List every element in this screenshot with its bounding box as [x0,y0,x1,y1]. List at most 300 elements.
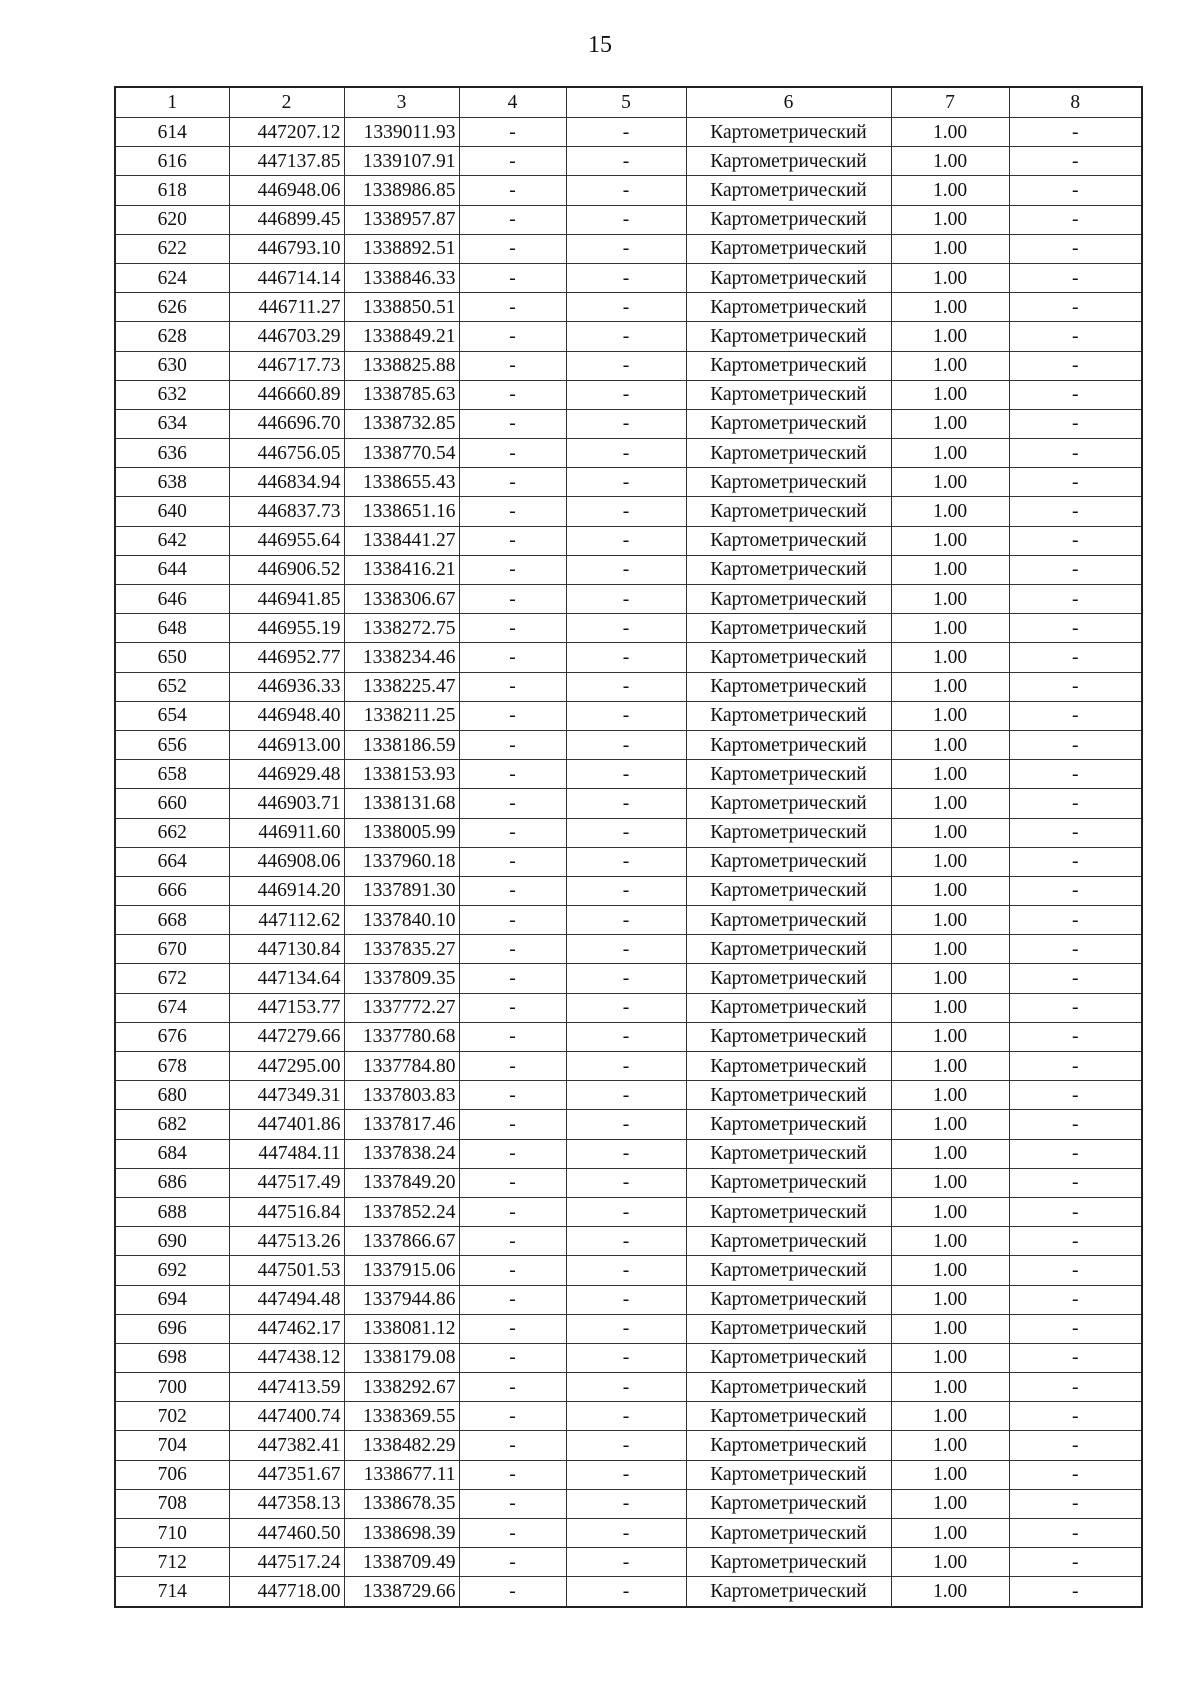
point-number-cell: 714 [115,1577,229,1607]
col4-cell: - [459,205,566,234]
point-number-cell: 620 [115,205,229,234]
col4-cell: - [459,1022,566,1051]
table-row [115,1489,1142,1518]
table-row [115,847,1142,876]
col5-cell: - [566,643,686,672]
col5-cell: - [566,1489,686,1518]
y-coordinate-cell: 1338153.93 [344,760,459,789]
y-coordinate-cell: 1338825.88 [344,351,459,380]
col4-cell: - [459,555,566,584]
column-header: 7 [891,87,1009,118]
col8-cell: - [1009,380,1142,409]
table-row [115,1373,1142,1402]
table-row [115,1110,1142,1139]
y-coordinate-cell: 1338081.12 [344,1314,459,1343]
point-number-cell: 638 [115,468,229,497]
x-coordinate-cell: 447134.64 [229,964,344,993]
col8-cell: - [1009,293,1142,322]
table-row [115,468,1142,497]
method-cell: Картометрический [686,818,891,847]
col4-cell: - [459,1227,566,1256]
col8-cell: - [1009,1081,1142,1110]
x-coordinate-cell: 446911.60 [229,818,344,847]
col5-cell: - [566,1314,686,1343]
table-row [115,1168,1142,1197]
y-coordinate-cell: 1338850.51 [344,293,459,322]
accuracy-cell: 1.00 [891,1022,1009,1051]
method-cell: Картометрический [686,614,891,643]
x-coordinate-cell: 446837.73 [229,497,344,526]
x-coordinate-cell: 447358.13 [229,1489,344,1518]
accuracy-cell: 1.00 [891,322,1009,351]
table-row [115,643,1142,672]
accuracy-cell: 1.00 [891,1256,1009,1285]
method-cell: Картометрический [686,1081,891,1110]
accuracy-cell: 1.00 [891,935,1009,964]
accuracy-cell: 1.00 [891,1168,1009,1197]
x-coordinate-cell: 446696.70 [229,409,344,438]
col5-cell: - [566,1227,686,1256]
col8-cell: - [1009,439,1142,468]
col5-cell: - [566,380,686,409]
method-cell: Картометрический [686,555,891,584]
col5-cell: - [566,1197,686,1226]
col4-cell: - [459,1548,566,1577]
table-row [115,1285,1142,1314]
x-coordinate-cell: 447718.00 [229,1577,344,1607]
point-number-cell: 630 [115,351,229,380]
table-row [115,234,1142,263]
col5-cell: - [566,672,686,701]
accuracy-cell: 1.00 [891,1577,1009,1607]
x-coordinate-cell: 446948.06 [229,176,344,205]
table-row [115,730,1142,759]
accuracy-cell: 1.00 [891,1285,1009,1314]
point-number-cell: 696 [115,1314,229,1343]
col4-cell: - [459,468,566,497]
point-number-cell: 658 [115,760,229,789]
x-coordinate-cell: 447401.86 [229,1110,344,1139]
accuracy-cell: 1.00 [891,468,1009,497]
col8-cell: - [1009,1168,1142,1197]
method-cell: Картометрический [686,147,891,176]
accuracy-cell: 1.00 [891,585,1009,614]
col8-cell: - [1009,497,1142,526]
col8-cell: - [1009,818,1142,847]
table-row [115,439,1142,468]
col5-cell: - [566,263,686,292]
col8-cell: - [1009,1489,1142,1518]
x-coordinate-cell: 446834.94 [229,468,344,497]
x-coordinate-cell: 446955.19 [229,614,344,643]
col4-cell: - [459,585,566,614]
accuracy-cell: 1.00 [891,1402,1009,1431]
point-number-cell: 682 [115,1110,229,1139]
col4-cell: - [459,351,566,380]
table-row [115,876,1142,905]
table-row [115,1227,1142,1256]
point-number-cell: 686 [115,1168,229,1197]
page-number: 15 [588,32,612,58]
point-number-cell: 698 [115,1343,229,1372]
col5-cell: - [566,614,686,643]
accuracy-cell: 1.00 [891,293,1009,322]
y-coordinate-cell: 1338234.46 [344,643,459,672]
y-coordinate-cell: 1338957.87 [344,205,459,234]
col8-cell: - [1009,351,1142,380]
y-coordinate-cell: 1338651.16 [344,497,459,526]
col5-cell: - [566,1081,686,1110]
y-coordinate-cell: 1338698.39 [344,1519,459,1548]
method-cell: Картометрический [686,935,891,964]
table-row [115,118,1142,147]
method-cell: Картометрический [686,1285,891,1314]
point-number-cell: 650 [115,643,229,672]
accuracy-cell: 1.00 [891,1052,1009,1081]
method-cell: Картометрический [686,322,891,351]
method-cell: Картометрический [686,1373,891,1402]
method-cell: Картометрический [686,1548,891,1577]
col5-cell: - [566,293,686,322]
col5-cell: - [566,935,686,964]
col4-cell: - [459,1519,566,1548]
table-row [115,701,1142,730]
col5-cell: - [566,1052,686,1081]
point-number-cell: 634 [115,409,229,438]
method-cell: Картометрический [686,993,891,1022]
x-coordinate-cell: 447501.53 [229,1256,344,1285]
table-row [115,993,1142,1022]
table-row [115,176,1142,205]
point-number-cell: 664 [115,847,229,876]
col8-cell: - [1009,468,1142,497]
col4-cell: - [459,1256,566,1285]
col5-cell: - [566,701,686,730]
accuracy-cell: 1.00 [891,147,1009,176]
table-row [115,409,1142,438]
col8-cell: - [1009,1431,1142,1460]
col5-cell: - [566,1577,686,1607]
point-number-cell: 680 [115,1081,229,1110]
col5-cell: - [566,1139,686,1168]
y-coordinate-cell: 1338986.85 [344,176,459,205]
col8-cell: - [1009,1197,1142,1226]
col8-cell: - [1009,643,1142,672]
col5-cell: - [566,118,686,147]
accuracy-cell: 1.00 [891,409,1009,438]
y-coordinate-cell: 1338709.49 [344,1548,459,1577]
point-number-cell: 654 [115,701,229,730]
col8-cell: - [1009,1460,1142,1489]
point-number-cell: 648 [115,614,229,643]
col4-cell: - [459,614,566,643]
method-cell: Картометрический [686,1577,891,1607]
table-row [115,147,1142,176]
x-coordinate-cell: 446703.29 [229,322,344,351]
accuracy-cell: 1.00 [891,614,1009,643]
col8-cell: - [1009,760,1142,789]
col4-cell: - [459,118,566,147]
accuracy-cell: 1.00 [891,964,1009,993]
x-coordinate-cell: 446936.33 [229,672,344,701]
accuracy-cell: 1.00 [891,176,1009,205]
point-number-cell: 632 [115,380,229,409]
x-coordinate-cell: 447460.50 [229,1519,344,1548]
point-number-cell: 624 [115,263,229,292]
col8-cell: - [1009,1548,1142,1577]
col4-cell: - [459,964,566,993]
x-coordinate-cell: 447137.85 [229,147,344,176]
y-coordinate-cell: 1338677.11 [344,1460,459,1489]
column-header: 5 [566,87,686,118]
x-coordinate-cell: 446660.89 [229,380,344,409]
col8-cell: - [1009,1519,1142,1548]
table-row [115,526,1142,555]
x-coordinate-cell: 446899.45 [229,205,344,234]
method-cell: Картометрический [686,380,891,409]
accuracy-cell: 1.00 [891,351,1009,380]
col5-cell: - [566,205,686,234]
x-coordinate-cell: 447494.48 [229,1285,344,1314]
point-number-cell: 676 [115,1022,229,1051]
table-row [115,1022,1142,1051]
col8-cell: - [1009,1373,1142,1402]
table-row [115,205,1142,234]
table-row [115,1197,1142,1226]
table-row [115,585,1142,614]
method-cell: Картометрический [686,1402,891,1431]
col4-cell: - [459,293,566,322]
col8-cell: - [1009,730,1142,759]
method-cell: Картометрический [686,730,891,759]
point-number-cell: 656 [115,730,229,759]
col5-cell: - [566,760,686,789]
method-cell: Картометрический [686,643,891,672]
point-number-cell: 618 [115,176,229,205]
x-coordinate-cell: 446948.40 [229,701,344,730]
col4-cell: - [459,847,566,876]
y-coordinate-cell: 1337784.80 [344,1052,459,1081]
method-cell: Картометрический [686,1460,891,1489]
point-number-cell: 660 [115,789,229,818]
x-coordinate-cell: 446906.52 [229,555,344,584]
y-coordinate-cell: 1338211.25 [344,701,459,730]
method-cell: Картометрический [686,876,891,905]
col4-cell: - [459,263,566,292]
x-coordinate-cell: 446793.10 [229,234,344,263]
col4-cell: - [459,672,566,701]
method-cell: Картометрический [686,293,891,322]
method-cell: Картометрический [686,701,891,730]
point-number-cell: 712 [115,1548,229,1577]
table-header-row [115,87,1142,118]
table-row [115,380,1142,409]
col8-cell: - [1009,1343,1142,1372]
col5-cell: - [566,1022,686,1051]
col4-cell: - [459,906,566,935]
y-coordinate-cell: 1338225.47 [344,672,459,701]
col8-cell: - [1009,935,1142,964]
method-cell: Картометрический [686,1431,891,1460]
y-coordinate-cell: 1338482.29 [344,1431,459,1460]
table-row [115,906,1142,935]
col8-cell: - [1009,1022,1142,1051]
x-coordinate-cell: 447351.67 [229,1460,344,1489]
y-coordinate-cell: 1338655.43 [344,468,459,497]
col4-cell: - [459,1460,566,1489]
table-row [115,1548,1142,1577]
accuracy-cell: 1.00 [891,380,1009,409]
table-row [115,1139,1142,1168]
col4-cell: - [459,935,566,964]
col5-cell: - [566,847,686,876]
col5-cell: - [566,1343,686,1372]
col8-cell: - [1009,876,1142,905]
col8-cell: - [1009,118,1142,147]
accuracy-cell: 1.00 [891,818,1009,847]
table-row [115,818,1142,847]
method-cell: Картометрический [686,1139,891,1168]
method-cell: Картометрический [686,118,891,147]
col5-cell: - [566,876,686,905]
col5-cell: - [566,964,686,993]
accuracy-cell: 1.00 [891,1373,1009,1402]
col4-cell: - [459,1489,566,1518]
col8-cell: - [1009,205,1142,234]
y-coordinate-cell: 1337840.10 [344,906,459,935]
col4-cell: - [459,1197,566,1226]
table-row [115,760,1142,789]
point-number-cell: 668 [115,906,229,935]
point-number-cell: 670 [115,935,229,964]
point-number-cell: 710 [115,1519,229,1548]
col5-cell: - [566,818,686,847]
point-number-cell: 704 [115,1431,229,1460]
accuracy-cell: 1.00 [891,497,1009,526]
method-cell: Картометрический [686,1168,891,1197]
column-header: 3 [344,87,459,118]
x-coordinate-cell: 447382.41 [229,1431,344,1460]
method-cell: Картометрический [686,964,891,993]
x-coordinate-cell: 447349.31 [229,1081,344,1110]
col5-cell: - [566,439,686,468]
y-coordinate-cell: 1338005.99 [344,818,459,847]
y-coordinate-cell: 1338849.21 [344,322,459,351]
col4-cell: - [459,176,566,205]
col5-cell: - [566,1519,686,1548]
x-coordinate-cell: 446952.77 [229,643,344,672]
y-coordinate-cell: 1339011.93 [344,118,459,147]
y-coordinate-cell: 1337960.18 [344,847,459,876]
col4-cell: - [459,993,566,1022]
col4-cell: - [459,439,566,468]
col4-cell: - [459,526,566,555]
column-header: 8 [1009,87,1142,118]
point-number-cell: 708 [115,1489,229,1518]
col4-cell: - [459,1431,566,1460]
method-cell: Картометрический [686,351,891,380]
x-coordinate-cell: 447112.62 [229,906,344,935]
method-cell: Картометрический [686,847,891,876]
col4-cell: - [459,497,566,526]
accuracy-cell: 1.00 [891,555,1009,584]
accuracy-cell: 1.00 [891,643,1009,672]
col5-cell: - [566,234,686,263]
y-coordinate-cell: 1338131.68 [344,789,459,818]
col8-cell: - [1009,1052,1142,1081]
method-cell: Картометрический [686,1227,891,1256]
point-number-cell: 636 [115,439,229,468]
col5-cell: - [566,1431,686,1460]
table-row [115,351,1142,380]
coordinates-table-body [115,87,1142,1607]
y-coordinate-cell: 1338892.51 [344,234,459,263]
point-number-cell: 644 [115,555,229,584]
y-coordinate-cell: 1338770.54 [344,439,459,468]
table-row [115,1314,1142,1343]
point-number-cell: 694 [115,1285,229,1314]
col8-cell: - [1009,234,1142,263]
accuracy-cell: 1.00 [891,789,1009,818]
accuracy-cell: 1.00 [891,1139,1009,1168]
method-cell: Картометрический [686,409,891,438]
col4-cell: - [459,234,566,263]
point-number-cell: 662 [115,818,229,847]
col4-cell: - [459,147,566,176]
col4-cell: - [459,1168,566,1197]
accuracy-cell: 1.00 [891,1314,1009,1343]
x-coordinate-cell: 447517.49 [229,1168,344,1197]
accuracy-cell: 1.00 [891,672,1009,701]
accuracy-cell: 1.00 [891,526,1009,555]
column-header: 1 [115,87,229,118]
y-coordinate-cell: 1337772.27 [344,993,459,1022]
y-coordinate-cell: 1338369.55 [344,1402,459,1431]
y-coordinate-cell: 1337838.24 [344,1139,459,1168]
column-header: 6 [686,87,891,118]
table-row [115,1343,1142,1372]
y-coordinate-cell: 1337817.46 [344,1110,459,1139]
col8-cell: - [1009,701,1142,730]
table-row [115,789,1142,818]
y-coordinate-cell: 1338678.35 [344,1489,459,1518]
method-cell: Картометрический [686,789,891,818]
method-cell: Картометрический [686,1489,891,1518]
accuracy-cell: 1.00 [891,263,1009,292]
x-coordinate-cell: 447516.84 [229,1197,344,1226]
point-number-cell: 706 [115,1460,229,1489]
y-coordinate-cell: 1337780.68 [344,1022,459,1051]
col5-cell: - [566,409,686,438]
x-coordinate-cell: 447153.77 [229,993,344,1022]
y-coordinate-cell: 1338186.59 [344,730,459,759]
method-cell: Картометрический [686,526,891,555]
x-coordinate-cell: 446714.14 [229,263,344,292]
x-coordinate-cell: 447295.00 [229,1052,344,1081]
col5-cell: - [566,789,686,818]
table-row [115,1402,1142,1431]
y-coordinate-cell: 1337915.06 [344,1256,459,1285]
col4-cell: - [459,380,566,409]
method-cell: Картометрический [686,906,891,935]
point-number-cell: 692 [115,1256,229,1285]
col4-cell: - [459,701,566,730]
col5-cell: - [566,906,686,935]
col5-cell: - [566,1548,686,1577]
y-coordinate-cell: 1337835.27 [344,935,459,964]
accuracy-cell: 1.00 [891,439,1009,468]
col8-cell: - [1009,1285,1142,1314]
